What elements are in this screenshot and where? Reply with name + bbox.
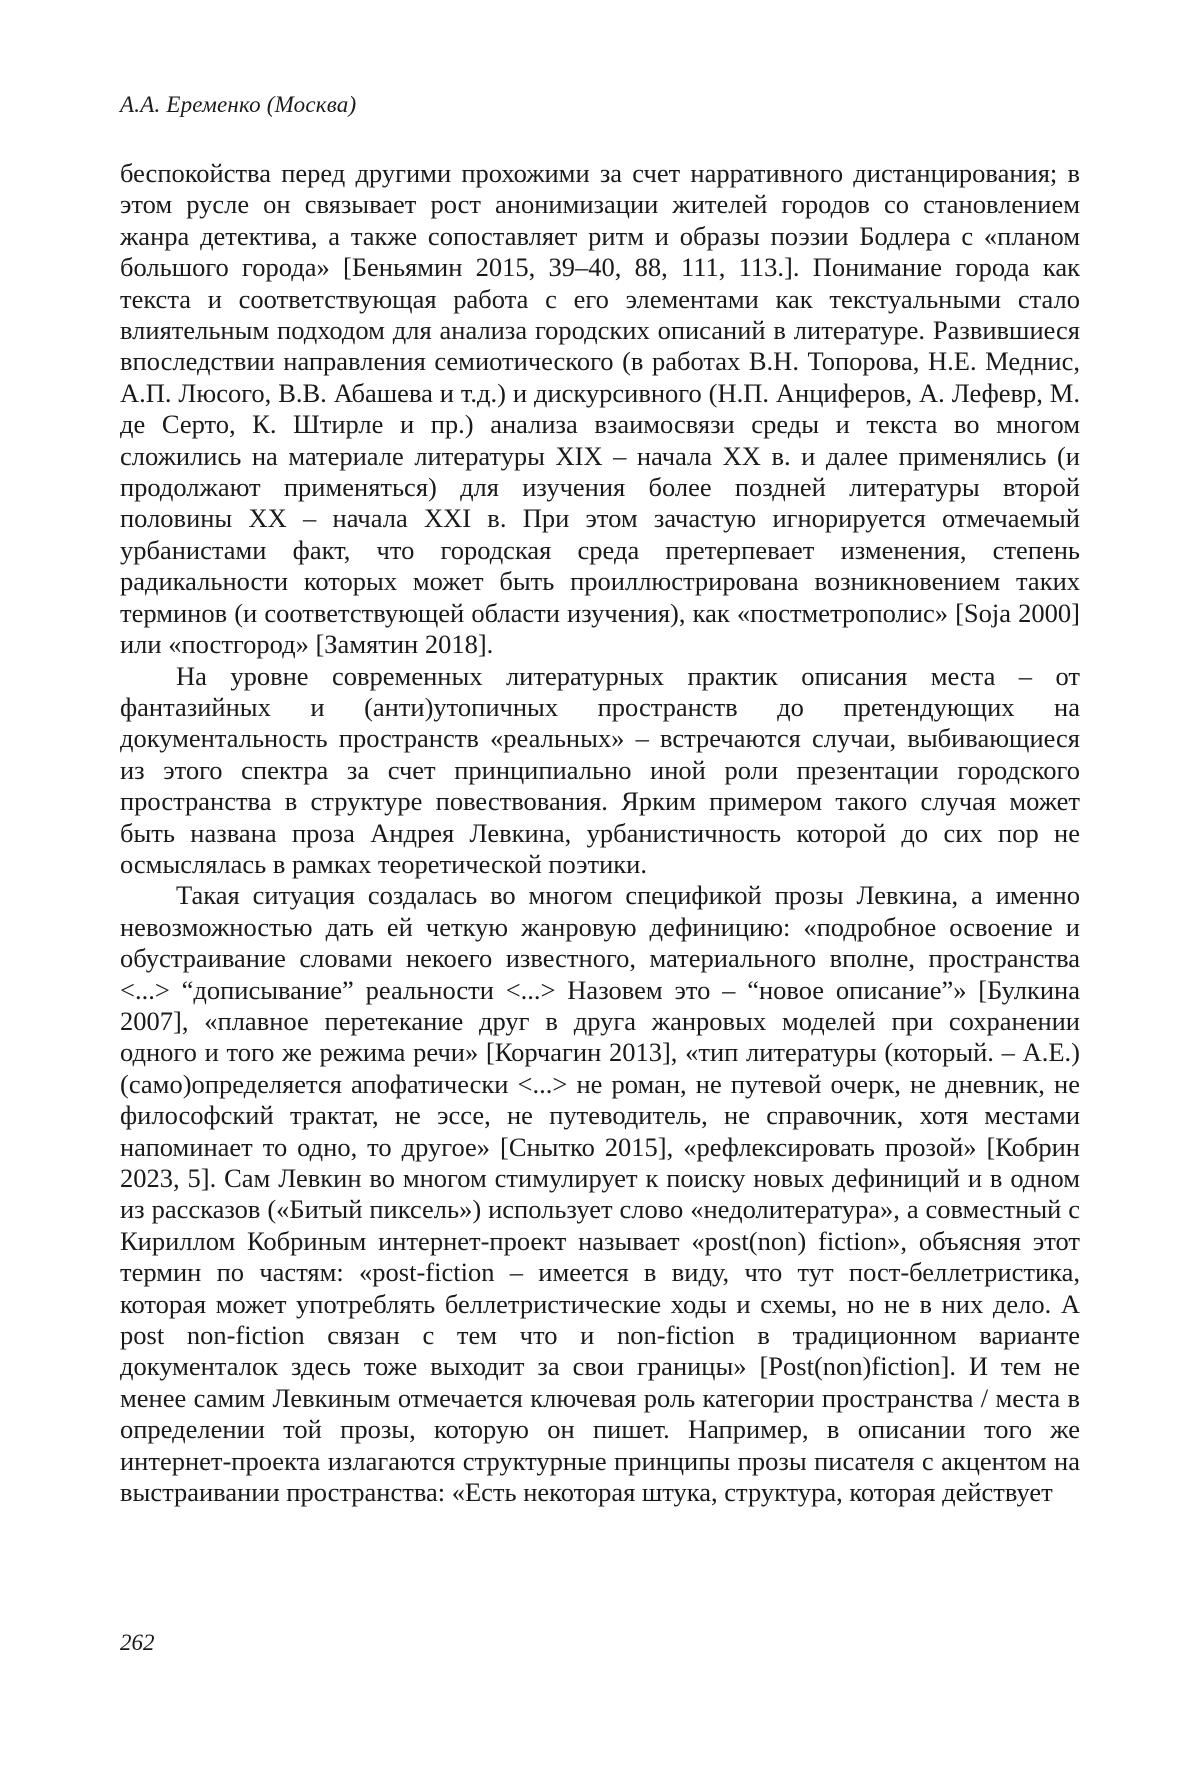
paragraph: На уровне современных литературных практик описания места – от фантазийных и (анти)утопичных пространств до претендующих на документальность пространств «реальных» – встречаются случаи, выбивающиеся из этого спектра за счет принципиально иной роли презентации городского пространства в структуре повествования. Ярким примером такого случая может быть названа проза Андрея Левкина, урбанистичность которой до сих пор не осмыслялась в рамках теоретической поэтики. — [120, 660, 1080, 879]
paragraph-continued: беспокойства перед другими прохожими за счет нарративного дистанцирования; в этом русле он связывает рост анонимизации жителей городов со становлением жанра детектива, а также сопоставляет ритм и образы поэзии Бодлера с «планом большого города» [Беньямин 2015, 39–40, 88, 111, 113.]. Понимание города как текста и соответствующая работа с его элементами как текстуальными стало влиятельным подходом для анализа городских описаний в литературе. Развившиеся впоследствии направления семиотического (в работах В.Н. Топорова, Н.Е. Меднис, А.П. Люсого, В.В. Абашева и т.д.) и дискурсивного (Н.П. Анциферов, А. Лефевр, М. де Серто, К. Штирле и пр.) анализа взаимосвязи среды и текста во многом сложились на материале литературы XIX – начала XX в. и далее применялись (и продолжают применяться) для изучения более поздней литературы второй половины XX – начала XXI в. При этом зачастую игнорируется отмечаемый урбанистами факт, что городская среда претерпевает изменения, степень радикальности которых может быть проиллюстрирована возникновением таких терминов (и соответствующей области изучения), как «постметрополис» [Soja 2000] или «постгород» [Замятин 2018]. — [120, 158, 1080, 660]
page-number: 262 — [120, 1630, 155, 1655]
running-head: А.А. Еременко (Москва) — [120, 92, 357, 117]
paragraph: Такая ситуация создалась во многом спецификой прозы Левкина, а именно невозможностью дать ей четкую жанровую дефиницию: «подробное освоение и обустраивание словами некоего известного, материального вполне, пространства <...> “дописывание” реальности <...> Назовем это – “новое описание”» [Булкина 2007], «плавное перетекание друг в друга жанровых моделей при сохранении одного и того же режима речи» [Корчагин 2013], «тип литературы (который. – А.Е.) (само)определяется апофатически <...> не роман, не путевой очерк, не дневник, не философский трактат, не эссе, не путеводитель, не справочник, хотя местами напоминает то одно, то другое» [Снытко 2015], «рефлексировать прозой» [Кобрин 2023, 5]. Сам Левкин во многом стимулирует к поиску новых дефиниций и в одном из рассказов («Битый пиксель») использует слово «недолитература», а совместный с Кириллом Кобриным интернет-проект называет «post(non) fiction», объясняя этот термин по частям: «post-fiction – имеется в виду, что тут пост-беллетристика, которая может употреблять беллетристические ходы и схемы, но не в них дело. А post non-fiction связан с тем что и non-fiction в традиционном варианте документалок здесь тоже выходит за свои границы» [Post(non)fiction]. И тем не менее самим Левкиным отмечается ключевая роль категории пространства / места в определении той прозы, которую он пишет. Например, в описании того же интернет-проекта излагаются структурные принципы прозы писателя с акцентом на выстраивании пространства: «Есть некоторая штука, структура, которая действует — [120, 880, 1080, 1508]
body-text — [120, 158, 1080, 1508]
